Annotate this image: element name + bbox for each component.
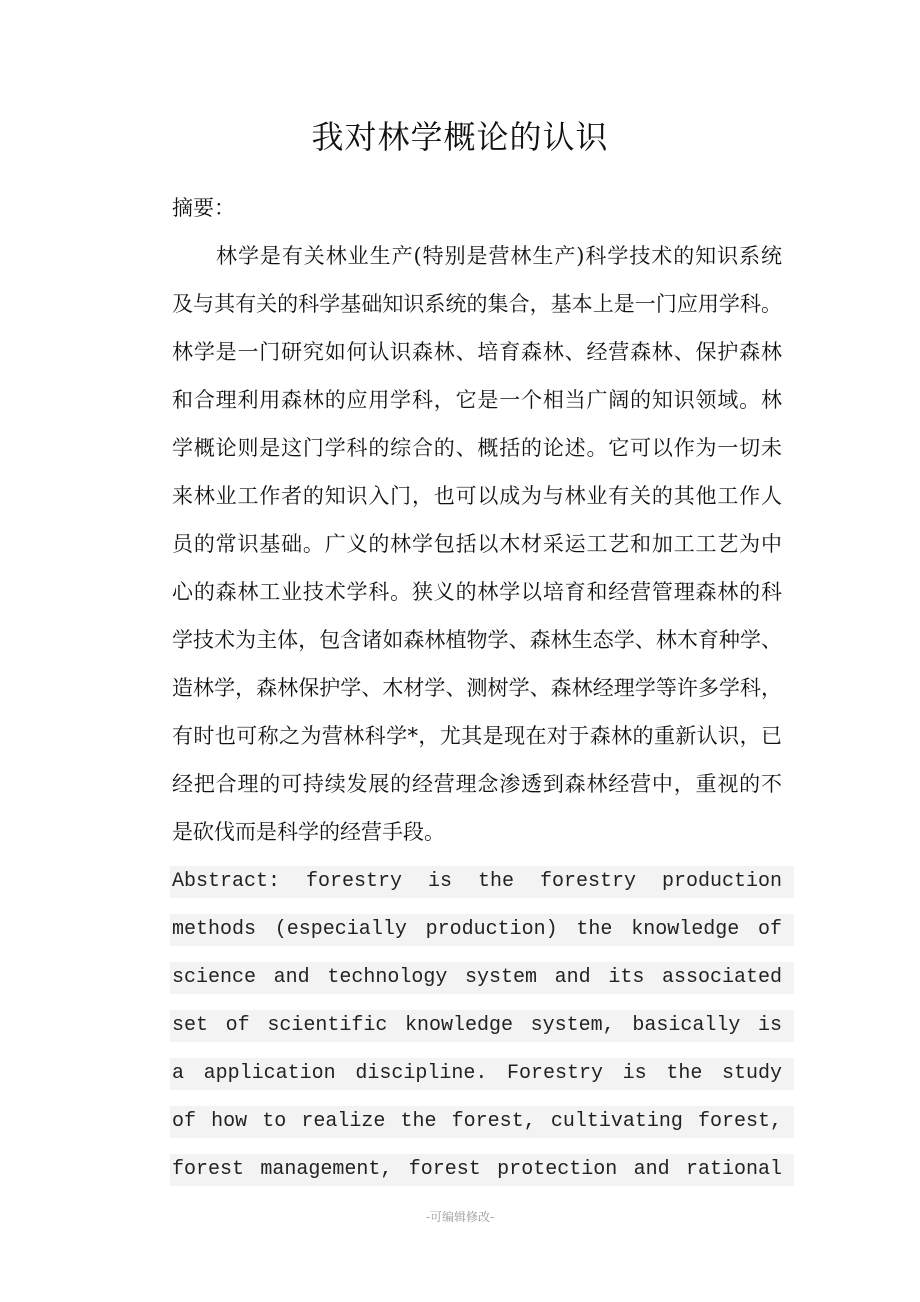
paragraph-line: 是砍伐而是科学的经营手段。 <box>172 820 445 844</box>
english-line: science and technology system and its associated <box>170 962 794 994</box>
page-footer: -可编辑修改- <box>425 1210 495 1224</box>
english-line: a application discipline. Forestry is the study <box>170 1058 794 1090</box>
paragraph-line: 和合理利用森林的应用学科，它是一个相当广阔的知识领域。林 <box>172 388 782 412</box>
paragraph-line: 有时也可称之为营林科学*，尤其是现在对于森林的重新认识，已 <box>172 724 782 748</box>
english-abstract-paragraph <box>170 866 794 1202</box>
paragraph-line: 造林学，森林保护学、木材学、测树学、森林经理学等许多学科， <box>172 676 782 700</box>
paragraph-line: 学概论则是这门学科的综合的、概括的论述。它可以作为一切未 <box>172 436 782 460</box>
paragraph-line: 林学是有关林业生产(特别是营林生产)科学技术的知识系统 <box>216 244 782 268</box>
english-line: Abstract: forestry is the forestry production <box>170 866 794 898</box>
paragraph-line: 学技术为主体，包含诸如森林植物学、森林生态学、林木育种学、 <box>172 628 782 652</box>
english-line: forest management, forest protection and rational <box>170 1154 794 1186</box>
english-line: methods (especially production) the knowledge of <box>170 914 794 946</box>
paragraph-line: 及与其有关的科学基础知识系统的集合，基本上是一门应用学科。 <box>172 292 782 316</box>
paragraph-line: 员的常识基础。广义的林学包括以木材采运工艺和加工工艺为中 <box>172 532 782 556</box>
chinese-abstract-paragraph <box>172 240 782 864</box>
document-title: 我对林学概论的认识 <box>311 118 609 156</box>
abstract-label: 摘要： <box>172 196 235 220</box>
paragraph-line: 经把合理的可持续发展的经营理念渗透到森林经营中，重视的不 <box>172 772 782 796</box>
english-line: of how to realize the forest, cultivating forest, <box>170 1106 794 1138</box>
paragraph-line: 来林业工作者的知识入门，也可以成为与林业有关的其他工作人 <box>172 484 782 508</box>
english-line: set of scientific knowledge system, basically is <box>170 1010 794 1042</box>
paragraph-line: 心的森林工业技术学科。狭义的林学以培育和经营管理森林的科 <box>172 580 782 604</box>
paragraph-line: 林学是一门研究如何认识森林、培育森林、经营森林、保护森林 <box>172 340 782 364</box>
